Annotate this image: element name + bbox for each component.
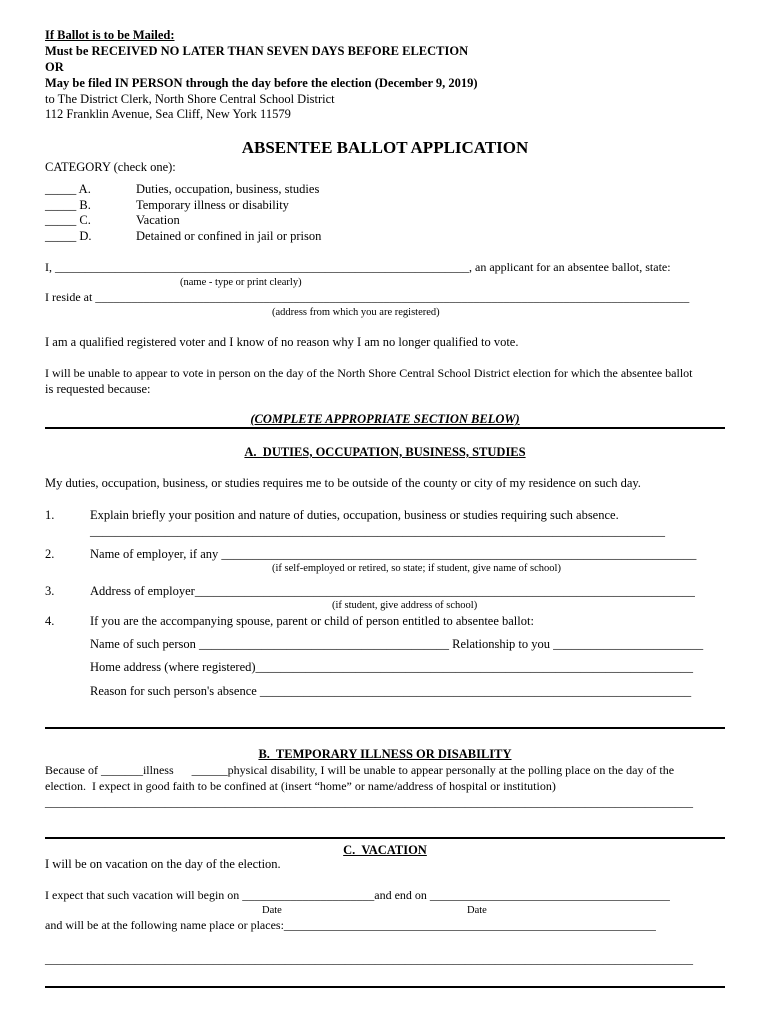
unable-statement-line-1: I will be unable to appear to vote in person on the day of the North Shore Central School District election for which the absentee ballot bbox=[45, 366, 693, 380]
mailing-recipient: to The District Clerk, North Shore Central School District bbox=[45, 92, 335, 106]
mailing-deadline: Must be RECEIVED NO LATER THAN SEVEN DAYS BEFORE ELECTION bbox=[45, 44, 469, 58]
section-c-vacation-statement: I will be on vacation on the day of the election. bbox=[45, 857, 281, 871]
category-label-d: Detained or confined in jail or prison bbox=[136, 229, 322, 243]
section-a-q4-number: 4. bbox=[45, 614, 55, 628]
section-a-q3-number: 3. bbox=[45, 584, 55, 598]
employer-address-field[interactable]: Address of employer________________________________________________________________________________ bbox=[90, 584, 695, 598]
section-c-bottom-rule bbox=[45, 986, 725, 988]
category-checkbox-a[interactable]: _____ A. bbox=[45, 182, 91, 196]
section-a-q1-answer-line[interactable]: ____________________________________________________________________________________________ bbox=[90, 524, 665, 538]
illness-disability-checkboxes[interactable]: Because of _______illness ______physical disability, I will be unable to appear personally at the polling place on the day of the bbox=[45, 763, 675, 777]
category-label-a: Duties, occupation, business, studies bbox=[136, 182, 320, 196]
section-c-heading: C. VACATION bbox=[343, 843, 427, 857]
vacation-dates-field[interactable]: I expect that such vacation will begin on ______________________and end on ________________________________________ bbox=[45, 888, 670, 902]
employer-name-field[interactable]: Name of employer, if any ____________________________________________________________________________ bbox=[90, 547, 697, 561]
complete-section-instruction: (COMPLETE APPROPRIATE SECTION BELOW) bbox=[250, 412, 520, 426]
category-checkbox-c[interactable]: _____ C. bbox=[45, 213, 91, 227]
accompanying-person-name-field[interactable]: Name of such person ________________________________________ Relationship to you ________________________ bbox=[90, 637, 704, 651]
section-a-q1-number: 1. bbox=[45, 508, 55, 522]
category-checkbox-b[interactable]: _____ B. bbox=[45, 198, 91, 212]
mailing-or: OR bbox=[45, 60, 64, 74]
applicant-name-hint: (name - type or print clearly) bbox=[180, 277, 302, 288]
qualified-statement: I am a qualified registered voter and I know of no reason why I am no longer qualified to vote. bbox=[45, 335, 519, 349]
vacation-begin-date-label: Date bbox=[262, 905, 282, 916]
residence-address-hint: (address from which you are registered) bbox=[272, 307, 440, 318]
section-a-q2-number: 2. bbox=[45, 547, 55, 561]
category-checkbox-d[interactable]: _____ D. bbox=[45, 229, 92, 243]
category-heading: CATEGORY (check one): bbox=[45, 160, 176, 174]
section-b-heading: B. TEMPORARY ILLNESS OR DISABILITY bbox=[258, 747, 512, 761]
section-b-bottom-rule bbox=[45, 837, 725, 839]
section-a-intro: My duties, occupation, business, or studies requires me to be outside of the county or city of my residence on such day. bbox=[45, 476, 641, 490]
page-title: ABSENTEE BALLOT APPLICATION bbox=[241, 138, 529, 157]
section-a-bottom-rule bbox=[45, 727, 725, 729]
accompanying-home-address-field[interactable]: Home address (where registered)______________________________________________________________________ bbox=[90, 660, 694, 674]
mailing-heading: If Ballot is to be Mailed: bbox=[45, 28, 175, 42]
residence-address-field[interactable]: I reside at ___________________________________________________________________________________________________ bbox=[45, 290, 690, 304]
vacation-places-field[interactable]: and will be at the following name place or places:______________________________________________________________ bbox=[45, 918, 656, 932]
applicant-name-field[interactable]: I, _____________________________________________________________________, an applicant for an absentee ballot, state: bbox=[45, 260, 671, 274]
employer-name-hint: (if self-employed or retired, so state; if student, give name of school) bbox=[272, 563, 561, 574]
vacation-places-extra-line[interactable]: ____________________________________________________________________________________________________________ bbox=[45, 952, 693, 966]
mailing-in-person: May be filed IN PERSON through the day before the election (December 9, 2019) bbox=[45, 76, 478, 90]
section-a-q1-text: Explain briefly your position and nature of duties, occupation, business or studies requiring such absence. bbox=[90, 508, 619, 522]
confinement-place-field[interactable]: ____________________________________________________________________________________________________________ bbox=[45, 795, 693, 809]
section-b-confinement-text: election. I expect in good faith to be confined at (insert “home” or name/address of hospital or institution) bbox=[45, 779, 556, 793]
mailing-address: 112 Franklin Avenue, Sea Cliff, New York 11579 bbox=[45, 107, 291, 121]
employer-address-hint: (if student, give address of school) bbox=[332, 600, 478, 611]
accompanying-absence-reason-field[interactable]: Reason for such person's absence _____________________________________________________________________ bbox=[90, 684, 692, 698]
category-label-b: Temporary illness or disability bbox=[136, 198, 289, 212]
section-a-q4-text: If you are the accompanying spouse, parent or child of person entitled to absentee ballot: bbox=[90, 614, 534, 628]
vacation-end-date-label: Date bbox=[467, 905, 487, 916]
section-divider bbox=[45, 427, 725, 429]
category-label-c: Vacation bbox=[136, 213, 180, 227]
section-a-heading: A. DUTIES, OCCUPATION, BUSINESS, STUDIES bbox=[244, 445, 526, 459]
unable-statement-line-2: is requested because: bbox=[45, 382, 151, 396]
